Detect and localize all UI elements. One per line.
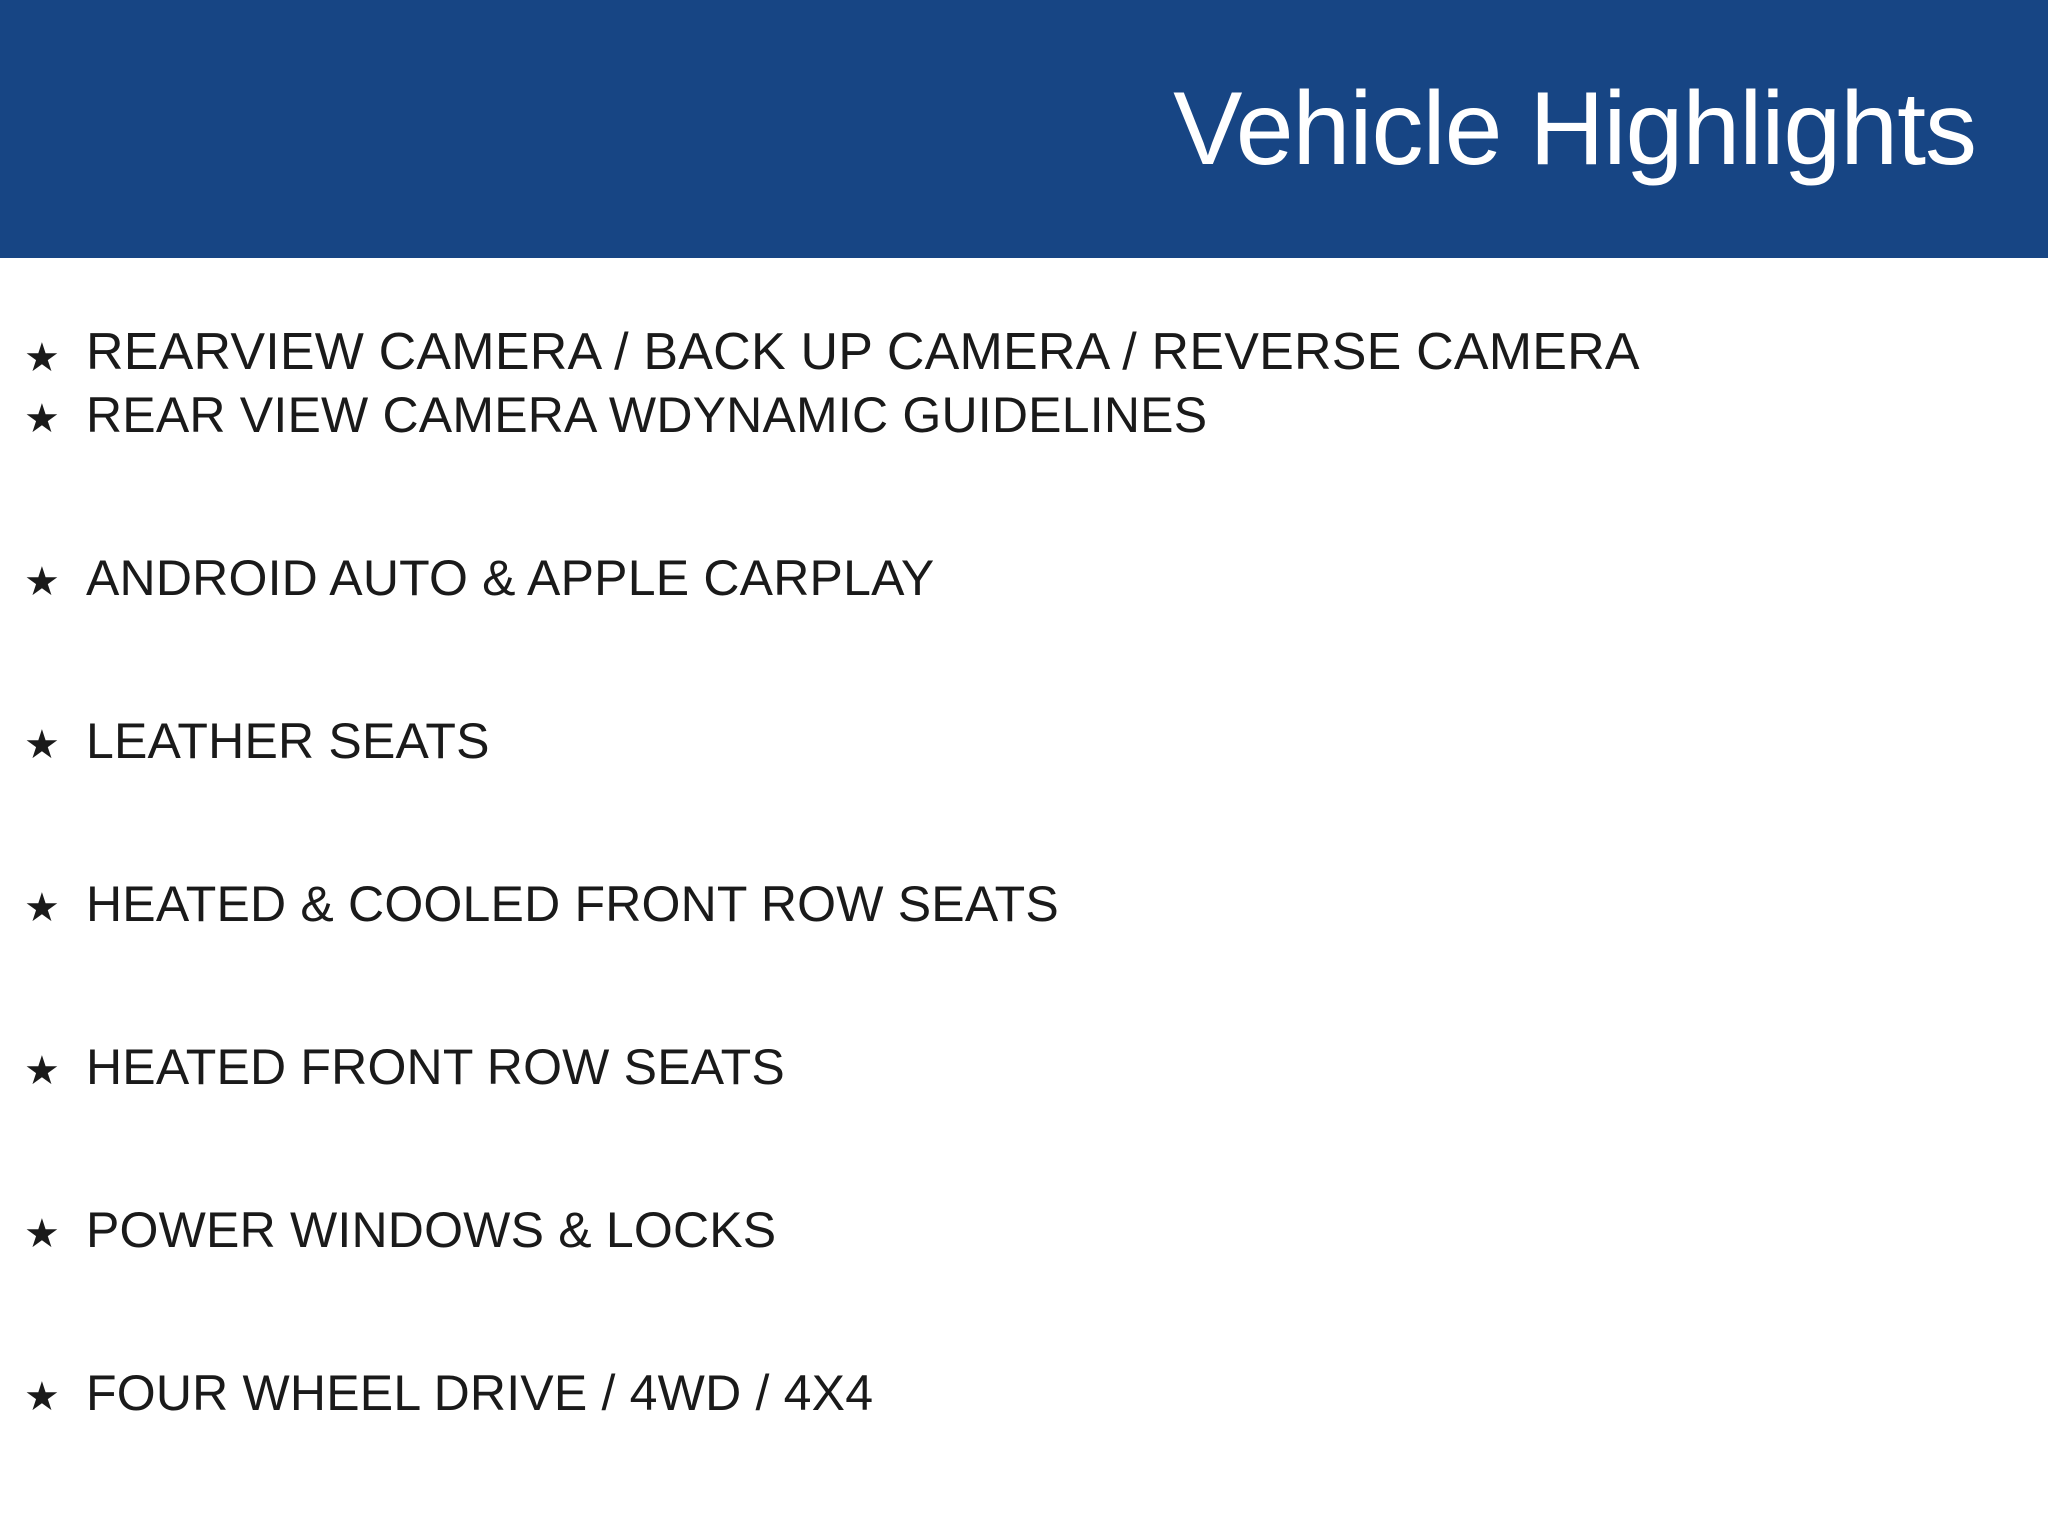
highlight-label: FOUR WHEEL DRIVE / 4WD / 4X4 bbox=[86, 1365, 874, 1421]
list-item bbox=[0, 258, 2048, 390]
star-icon: ★ bbox=[24, 560, 60, 604]
list-item bbox=[0, 713, 2048, 879]
star-icon: ★ bbox=[24, 1375, 60, 1419]
highlight-label: REARVIEW CAMERA / BACK UP CAMERA / REVERSE CAMERA bbox=[86, 323, 1640, 381]
list-item bbox=[0, 550, 2048, 716]
star-icon: ★ bbox=[24, 1212, 60, 1256]
highlights-list bbox=[0, 258, 2048, 1531]
highlight-label: POWER WINDOWS & LOCKS bbox=[86, 1202, 777, 1258]
highlight-label: REAR VIEW CAMERA WDYNAMIC GUIDELINES bbox=[86, 387, 1208, 443]
page-title: Vehicle Highlights bbox=[1173, 71, 1976, 187]
list-item bbox=[0, 1039, 2048, 1205]
highlight-label: LEATHER SEATS bbox=[86, 713, 490, 769]
highlight-label: HEATED & COOLED FRONT ROW SEATS bbox=[86, 876, 1059, 932]
highlight-label: ANDROID AUTO & APPLE CARPLAY bbox=[86, 550, 935, 606]
star-icon: ★ bbox=[24, 886, 60, 930]
list-item bbox=[0, 387, 2048, 553]
star-icon: ★ bbox=[24, 723, 60, 767]
star-icon: ★ bbox=[24, 397, 60, 441]
star-icon: ★ bbox=[24, 336, 60, 380]
list-item bbox=[0, 876, 2048, 1042]
list-item bbox=[0, 1202, 2048, 1368]
page-header bbox=[0, 0, 2048, 258]
list-item bbox=[0, 1365, 2048, 1531]
star-icon: ★ bbox=[24, 1049, 60, 1093]
highlight-label: HEATED FRONT ROW SEATS bbox=[86, 1039, 785, 1095]
